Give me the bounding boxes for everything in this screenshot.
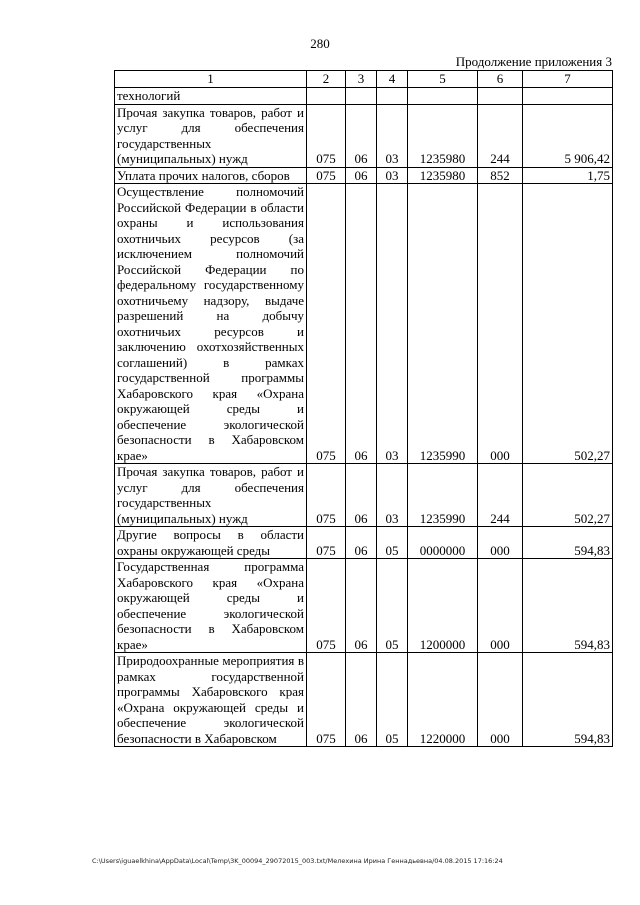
header-cell: 4 — [377, 71, 408, 88]
subsection-code: 05 — [377, 527, 408, 559]
header-row — [115, 71, 613, 88]
subsection-code: 03 — [377, 464, 408, 527]
expense-type-code: 000 — [478, 653, 523, 747]
continuation-label: Продолжение приложения 3 — [455, 54, 612, 69]
ministry-code: 075 — [307, 167, 346, 184]
header-cell: 3 — [346, 71, 377, 88]
expense-type-code: 244 — [478, 464, 523, 527]
target-code — [408, 88, 478, 105]
section-code: 06 — [346, 464, 377, 527]
amount: 594,83 — [523, 559, 613, 653]
subsection-code: 03 — [377, 167, 408, 184]
table-row — [115, 184, 613, 464]
ministry-code: 075 — [307, 184, 346, 464]
item-name: Природоохранные мероприятия в рамках государственной программы Хабаровского края «Охрана окружающей среды и обеспечение экологической безопасности в Хабаровском — [115, 653, 307, 747]
table-row — [115, 559, 613, 653]
section-code: 06 — [346, 184, 377, 464]
table-row — [115, 167, 613, 184]
target-code: 1235990 — [408, 464, 478, 527]
header-cell: 6 — [478, 71, 523, 88]
section-code: 06 — [346, 559, 377, 653]
section-code: 06 — [346, 167, 377, 184]
header-cell: 2 — [307, 71, 346, 88]
ministry-code: 075 — [307, 464, 346, 527]
section-code: 06 — [346, 527, 377, 559]
section-code: 06 — [346, 104, 377, 167]
header-cell: 7 — [523, 71, 613, 88]
item-name: технологий — [115, 88, 307, 105]
target-code: 1200000 — [408, 559, 478, 653]
section-code: 06 — [346, 653, 377, 747]
section-code — [346, 88, 377, 105]
item-name: Уплата прочих налогов, сборов — [115, 167, 307, 184]
ministry-code: 075 — [307, 527, 346, 559]
subsection-code: 03 — [377, 104, 408, 167]
page-number: 280 — [310, 36, 330, 51]
table-row — [115, 88, 613, 105]
subsection-code — [377, 88, 408, 105]
target-code: 1235990 — [408, 184, 478, 464]
item-name: Другие вопросы в области охраны окружающей среды — [115, 527, 307, 559]
item-name: Осуществление полномочий Российской Федерации в области охраны и использования охотничьих ресурсов (за исключением полномочий Российской Федерации по федеральному государственному охотничьему надзору, выдаче разрешений на добычу охотничьих ресурсов и заключению охотхозяйственных соглашений) в рамках государственной программы Хабаровского края «Охрана окружающей среды и обеспечение экологической безопасности в Хабаровском крае» — [115, 184, 307, 464]
file-path-footer: C:\Users\iguaelkhina\AppData\Local\Temp\3K_00094_29072015_003.txt/Мелехина Ирина Геннадьевна/04.08.2015 17:16:24 — [92, 857, 503, 865]
expense-type-code: 000 — [478, 184, 523, 464]
target-code: 1235980 — [408, 167, 478, 184]
ministry-code: 075 — [307, 559, 346, 653]
amount: 5 906,42 — [523, 104, 613, 167]
subsection-code: 03 — [377, 184, 408, 464]
item-name: Государственная программа Хабаровского края «Охрана окружающей среды и обеспечение экологической безопасности в Хабаровском крае» — [115, 559, 307, 653]
expense-type-code — [478, 88, 523, 105]
target-code: 1235980 — [408, 104, 478, 167]
target-code: 0000000 — [408, 527, 478, 559]
expense-type-code: 000 — [478, 559, 523, 653]
expense-type-code: 000 — [478, 527, 523, 559]
subsection-code: 05 — [377, 653, 408, 747]
ministry-code: 075 — [307, 653, 346, 747]
budget-table — [114, 70, 613, 747]
header-cell: 1 — [115, 71, 307, 88]
ministry-code — [307, 88, 346, 105]
amount: 502,27 — [523, 464, 613, 527]
amount: 594,83 — [523, 653, 613, 747]
ministry-code: 075 — [307, 104, 346, 167]
amount: 502,27 — [523, 184, 613, 464]
target-code: 1220000 — [408, 653, 478, 747]
amount: 594,83 — [523, 527, 613, 559]
expense-type-code: 244 — [478, 104, 523, 167]
item-name: Прочая закупка товаров, работ и услуг для обеспечения государственных (муниципальных) нужд — [115, 104, 307, 167]
table-row — [115, 104, 613, 167]
table-row — [115, 464, 613, 527]
header-cell: 5 — [408, 71, 478, 88]
table-row — [115, 653, 613, 747]
expense-type-code: 852 — [478, 167, 523, 184]
amount: 1,75 — [523, 167, 613, 184]
table-row — [115, 527, 613, 559]
item-name: Прочая закупка товаров, работ и услуг для обеспечения государственных (муниципальных) нужд — [115, 464, 307, 527]
amount — [523, 88, 613, 105]
subsection-code: 05 — [377, 559, 408, 653]
